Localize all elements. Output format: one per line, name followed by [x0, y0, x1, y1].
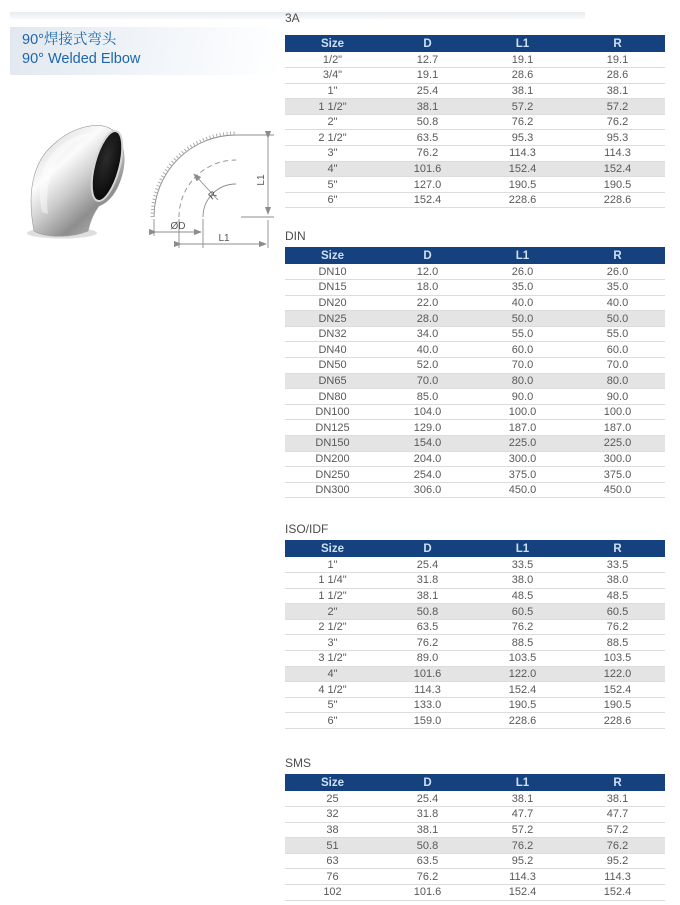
table-cell: 25 — [285, 791, 380, 807]
table-cell: 450.0 — [570, 482, 665, 498]
table-row — [285, 114, 665, 130]
table-row — [285, 869, 665, 885]
table-row — [285, 358, 665, 374]
table-cell: 100.0 — [475, 404, 570, 420]
table-cell: 190.5 — [570, 177, 665, 193]
column-header: L1 — [475, 540, 570, 557]
table-cell: 70.0 — [570, 358, 665, 374]
table-cell: 228.6 — [475, 192, 570, 208]
table-cell: 38.1 — [475, 83, 570, 99]
table-cell: 50.8 — [380, 604, 475, 620]
table-row — [285, 192, 665, 208]
table-row — [285, 885, 665, 901]
table-cell: 306.0 — [380, 482, 475, 498]
table-cell: 22.0 — [380, 295, 475, 311]
table-cell: 40.0 — [380, 342, 475, 358]
table-cell: 70.0 — [380, 373, 475, 389]
table-row — [285, 682, 665, 698]
table-cell: 38.0 — [475, 573, 570, 589]
table-cell: 76.2 — [475, 114, 570, 130]
table-cell: DN200 — [285, 451, 380, 467]
table-row — [285, 697, 665, 713]
table-cell: 85.0 — [380, 389, 475, 405]
table-cell: 33.5 — [475, 557, 570, 573]
column-header: D — [380, 774, 475, 791]
table-cell: 55.0 — [475, 326, 570, 342]
table-cell: 152.4 — [570, 161, 665, 177]
table-cell: 34.0 — [380, 326, 475, 342]
table-cell: 101.6 — [380, 161, 475, 177]
table-cell: 76 — [285, 869, 380, 885]
table-cell: 3/4" — [285, 68, 380, 84]
table-row — [285, 713, 665, 729]
table-cell: 152.4 — [475, 682, 570, 698]
table-cell: 50.0 — [475, 311, 570, 327]
table-header-row — [285, 540, 665, 557]
table-cell: 50.8 — [380, 114, 475, 130]
table-cell: 95.3 — [475, 130, 570, 146]
table-cell: 35.0 — [475, 280, 570, 296]
table-cell: 76.2 — [570, 619, 665, 635]
table-cell: 19.1 — [380, 68, 475, 84]
table-cell: 90.0 — [570, 389, 665, 405]
product-photo — [12, 112, 148, 242]
table-cell: 103.5 — [475, 651, 570, 667]
table-cell: 38.1 — [570, 83, 665, 99]
table-cell: DN80 — [285, 389, 380, 405]
table-cell: 100.0 — [570, 404, 665, 420]
table-cell: 114.3 — [475, 869, 570, 885]
table-cell: 300.0 — [475, 451, 570, 467]
table-cell: 187.0 — [475, 420, 570, 436]
table-cell: 127.0 — [380, 177, 475, 193]
table-cell: 28.0 — [380, 311, 475, 327]
table-cell: 31.8 — [380, 573, 475, 589]
table-row — [285, 404, 665, 420]
table-cell: 1 1/2" — [285, 588, 380, 604]
table-cell: 48.5 — [475, 588, 570, 604]
table-cell: 38.1 — [380, 822, 475, 838]
table-cell: 18.0 — [380, 280, 475, 296]
table-cell: DN300 — [285, 482, 380, 498]
table-cell: 154.0 — [380, 436, 475, 452]
table-cell: 76.2 — [570, 114, 665, 130]
section-label-3a: 3A — [285, 11, 300, 25]
table-cell: 19.1 — [570, 52, 665, 68]
table-row — [285, 342, 665, 358]
table-cell: 50.8 — [380, 838, 475, 854]
table-cell: 228.6 — [570, 713, 665, 729]
table-cell: 95.2 — [570, 853, 665, 869]
spec-table-sms — [285, 774, 665, 901]
table-row — [285, 264, 665, 280]
table-row — [285, 573, 665, 589]
table-cell: 47.7 — [475, 807, 570, 823]
table-cell: 63.5 — [380, 619, 475, 635]
table-cell: 33.5 — [570, 557, 665, 573]
table-cell: 57.2 — [475, 822, 570, 838]
table-cell: 129.0 — [380, 420, 475, 436]
table-row — [285, 280, 665, 296]
table-row — [285, 161, 665, 177]
table-row — [285, 177, 665, 193]
table-cell: DN50 — [285, 358, 380, 374]
table-row — [285, 373, 665, 389]
table-row — [285, 666, 665, 682]
table-cell: 159.0 — [380, 713, 475, 729]
table-cell: 80.0 — [570, 373, 665, 389]
table-cell: 63.5 — [380, 853, 475, 869]
table-cell: 254.0 — [380, 467, 475, 483]
table-cell: 76.2 — [380, 146, 475, 162]
table-cell: 4" — [285, 161, 380, 177]
table-cell: 6" — [285, 713, 380, 729]
table-cell: 95.2 — [475, 853, 570, 869]
table-cell: 57.2 — [570, 822, 665, 838]
table-cell: 88.5 — [570, 635, 665, 651]
table-cell: 300.0 — [570, 451, 665, 467]
table-cell: 1" — [285, 83, 380, 99]
table-cell: 55.0 — [570, 326, 665, 342]
table-row — [285, 52, 665, 68]
column-header: L1 — [475, 774, 570, 791]
table-cell: DN100 — [285, 404, 380, 420]
table-cell: 28.6 — [570, 68, 665, 84]
dim-label-diameter: ØD — [170, 221, 186, 232]
page-title-english: 90° Welded Elbow — [22, 51, 141, 67]
column-header: D — [380, 35, 475, 52]
table-row — [285, 604, 665, 620]
table-cell: 2 1/2" — [285, 130, 380, 146]
table-cell: 1 1/2" — [285, 99, 380, 115]
table-cell: DN65 — [285, 373, 380, 389]
spec-table-din — [285, 247, 665, 498]
table-cell: DN20 — [285, 295, 380, 311]
table-row — [285, 436, 665, 452]
table-cell: 88.5 — [475, 635, 570, 651]
spec-table-3a — [285, 35, 665, 208]
table-cell: 60.0 — [570, 342, 665, 358]
table-cell: 40.0 — [475, 295, 570, 311]
table-cell: 6" — [285, 192, 380, 208]
table-row — [285, 557, 665, 573]
dim-label-l1-vertical: L1 — [256, 174, 267, 186]
table-cell: 152.4 — [475, 885, 570, 901]
table-cell: 28.6 — [475, 68, 570, 84]
table-cell: 38.0 — [570, 573, 665, 589]
table-cell: 114.3 — [380, 682, 475, 698]
title-block — [10, 27, 282, 75]
table-row — [285, 651, 665, 667]
table-cell: 38.1 — [380, 588, 475, 604]
elbow-photo-illustration — [12, 112, 148, 242]
table-cell: 187.0 — [570, 420, 665, 436]
table-cell: 63.5 — [380, 130, 475, 146]
table-cell: DN15 — [285, 280, 380, 296]
table-row — [285, 791, 665, 807]
table-row — [285, 83, 665, 99]
table-cell: 204.0 — [380, 451, 475, 467]
table-cell: 32 — [285, 807, 380, 823]
table-cell: 104.0 — [380, 404, 475, 420]
column-header: Size — [285, 247, 380, 264]
table-cell: 114.3 — [570, 869, 665, 885]
table-cell: 190.5 — [475, 177, 570, 193]
table-cell: 12.7 — [380, 52, 475, 68]
table-cell: 51 — [285, 838, 380, 854]
table-cell: 60.0 — [475, 342, 570, 358]
table-cell: 228.6 — [475, 713, 570, 729]
table-cell: 76.2 — [380, 869, 475, 885]
table-cell: DN10 — [285, 264, 380, 280]
table-cell: DN25 — [285, 311, 380, 327]
table-cell: 225.0 — [475, 436, 570, 452]
table-cell: 152.4 — [570, 682, 665, 698]
table-cell: 76.2 — [475, 619, 570, 635]
table-cell: 450.0 — [475, 482, 570, 498]
table-cell: 5" — [285, 697, 380, 713]
table-row — [285, 588, 665, 604]
table-cell: 76.2 — [570, 838, 665, 854]
table-header-row — [285, 247, 665, 264]
section-label-din: DIN — [285, 229, 306, 243]
table-row — [285, 295, 665, 311]
table-cell: 63 — [285, 853, 380, 869]
table-row — [285, 99, 665, 115]
table-cell: 89.0 — [380, 651, 475, 667]
elbow-dimension-diagram — [146, 120, 282, 252]
table-row — [285, 853, 665, 869]
table-cell: 26.0 — [570, 264, 665, 280]
dimension-drawing — [146, 120, 282, 252]
page-title-chinese: 90°焊接式弯头 — [22, 32, 117, 48]
table-cell: DN150 — [285, 436, 380, 452]
table-cell: 114.3 — [475, 146, 570, 162]
table-row — [285, 68, 665, 84]
table-header-row — [285, 35, 665, 52]
table-row — [285, 146, 665, 162]
table-cell: 19.1 — [475, 52, 570, 68]
table-cell: 25.4 — [380, 83, 475, 99]
column-header: L1 — [475, 35, 570, 52]
table-row — [285, 326, 665, 342]
table-cell: 38 — [285, 822, 380, 838]
table-cell: 190.5 — [475, 697, 570, 713]
table-cell: 122.0 — [475, 666, 570, 682]
table-cell: 114.3 — [570, 146, 665, 162]
section-label-sms: SMS — [285, 756, 312, 770]
table-row — [285, 619, 665, 635]
column-header: L1 — [475, 247, 570, 264]
table-cell: 4 1/2" — [285, 682, 380, 698]
table-cell: 38.1 — [475, 791, 570, 807]
table-row — [285, 389, 665, 405]
table-cell: 133.0 — [380, 697, 475, 713]
table-cell: 76.2 — [475, 838, 570, 854]
table-cell: 375.0 — [570, 467, 665, 483]
table-cell: 26.0 — [475, 264, 570, 280]
table-cell: 50.0 — [570, 311, 665, 327]
table-cell: 1/2" — [285, 52, 380, 68]
table-row — [285, 822, 665, 838]
column-header: Size — [285, 774, 380, 791]
table-cell: 1 1/4" — [285, 573, 380, 589]
section-label-iso-idf: ISO/IDF — [285, 522, 329, 536]
table-cell: 25.4 — [380, 557, 475, 573]
table-cell: 152.4 — [570, 885, 665, 901]
table-cell: 375.0 — [475, 467, 570, 483]
column-header: D — [380, 247, 475, 264]
table-cell: 1" — [285, 557, 380, 573]
table-cell: 25.4 — [380, 791, 475, 807]
column-header: R — [570, 35, 665, 52]
column-header: D — [380, 540, 475, 557]
table-cell: 101.6 — [380, 666, 475, 682]
table-cell: DN40 — [285, 342, 380, 358]
table-row — [285, 451, 665, 467]
table-cell: 228.6 — [570, 192, 665, 208]
table-cell: DN32 — [285, 326, 380, 342]
table-cell: 31.8 — [380, 807, 475, 823]
column-header: R — [570, 774, 665, 791]
table-row — [285, 838, 665, 854]
table-cell: 5" — [285, 177, 380, 193]
table-cell: 57.2 — [570, 99, 665, 115]
table-cell: DN125 — [285, 420, 380, 436]
table-row — [285, 807, 665, 823]
table-cell: 90.0 — [475, 389, 570, 405]
table-cell: 4" — [285, 666, 380, 682]
dim-label-radius: R — [206, 189, 220, 203]
table-row — [285, 130, 665, 146]
table-row — [285, 635, 665, 651]
table-row — [285, 482, 665, 498]
table-cell: 225.0 — [570, 436, 665, 452]
table-cell: 38.1 — [380, 99, 475, 115]
table-cell: 102 — [285, 885, 380, 901]
table-cell: 103.5 — [570, 651, 665, 667]
table-row — [285, 420, 665, 436]
table-cell: 48.5 — [570, 588, 665, 604]
table-cell: 3" — [285, 635, 380, 651]
column-header: R — [570, 540, 665, 557]
spec-table-iso-idf — [285, 540, 665, 729]
hatch-marks — [152, 133, 236, 217]
table-header-row — [285, 774, 665, 791]
table-cell: 70.0 — [475, 358, 570, 374]
table-cell: DN250 — [285, 467, 380, 483]
table-cell: 2" — [285, 604, 380, 620]
table-row — [285, 311, 665, 327]
table-cell: 190.5 — [570, 697, 665, 713]
table-cell: 152.4 — [475, 161, 570, 177]
table-cell: 57.2 — [475, 99, 570, 115]
table-cell: 35.0 — [570, 280, 665, 296]
table-cell: 80.0 — [475, 373, 570, 389]
table-cell: 152.4 — [380, 192, 475, 208]
table-cell: 52.0 — [380, 358, 475, 374]
table-cell: 47.7 — [570, 807, 665, 823]
table-cell: 2 1/2" — [285, 619, 380, 635]
table-cell: 122.0 — [570, 666, 665, 682]
table-cell: 95.3 — [570, 130, 665, 146]
table-cell: 3" — [285, 146, 380, 162]
dim-label-l1-horizontal: L1 — [218, 233, 230, 244]
table-cell: 2" — [285, 114, 380, 130]
outer-arc — [154, 135, 236, 217]
table-cell: 3 1/2" — [285, 651, 380, 667]
table-cell: 60.5 — [570, 604, 665, 620]
table-cell: 101.6 — [380, 885, 475, 901]
table-cell: 60.5 — [475, 604, 570, 620]
column-header: Size — [285, 35, 380, 52]
table-cell: 40.0 — [570, 295, 665, 311]
column-header: R — [570, 247, 665, 264]
column-header: Size — [285, 540, 380, 557]
table-cell: 12.0 — [380, 264, 475, 280]
table-cell: 76.2 — [380, 635, 475, 651]
table-cell: 38.1 — [570, 791, 665, 807]
table-row — [285, 467, 665, 483]
